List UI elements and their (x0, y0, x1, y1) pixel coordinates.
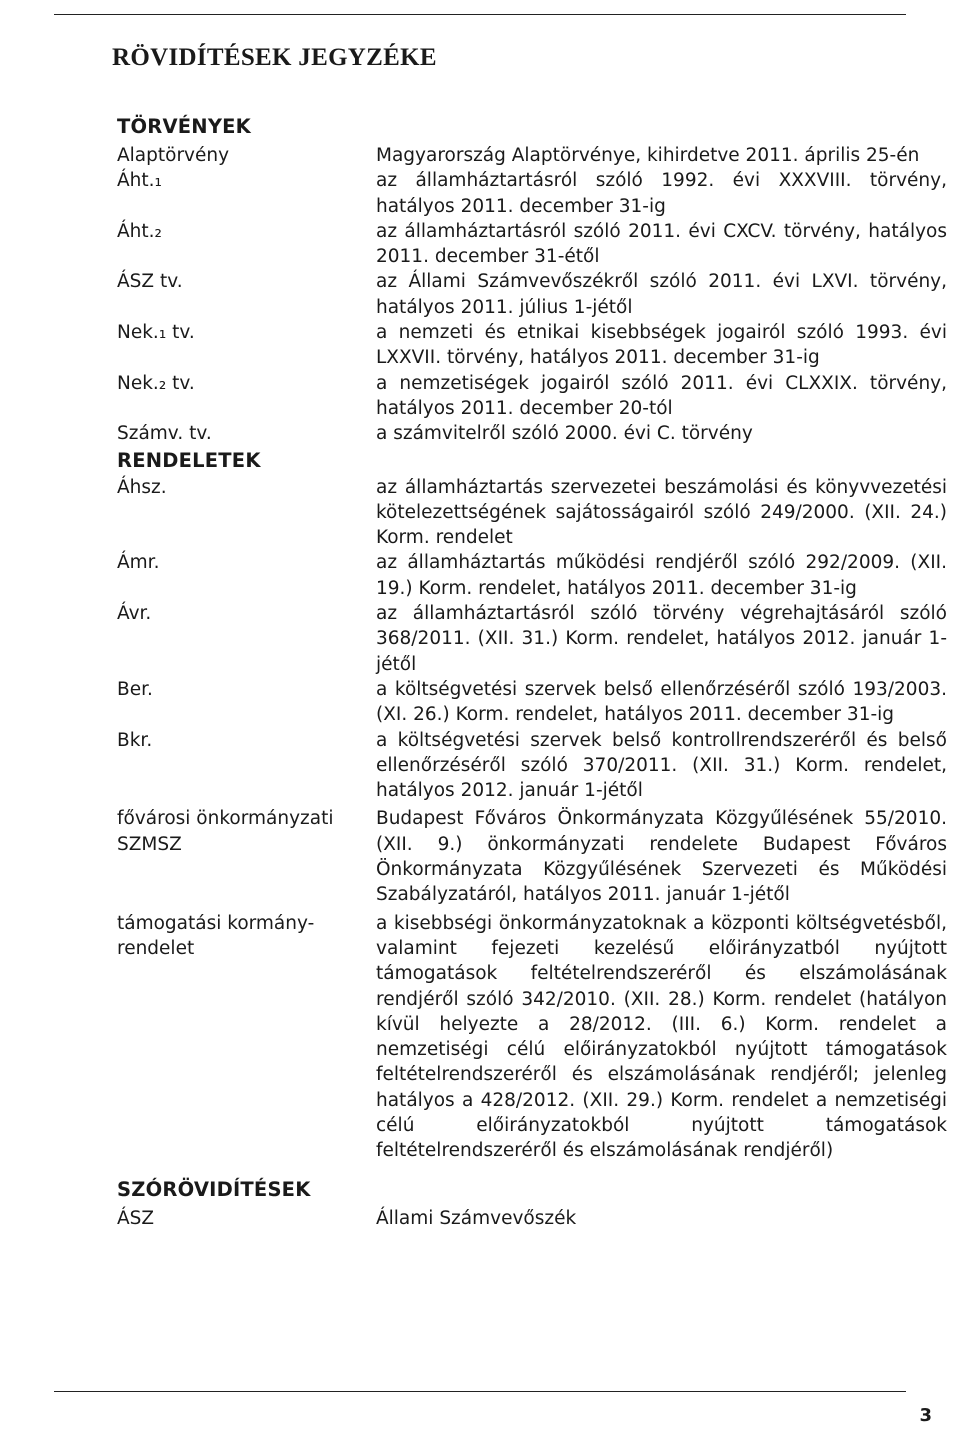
abbreviation-entry (117, 269, 947, 320)
torvenyek-entries (117, 143, 947, 447)
top-rule (54, 14, 906, 15)
abbreviation-entry (117, 421, 947, 446)
abbreviation-term: Áht.₂ (117, 220, 162, 242)
abbreviation-term: Bkr. (117, 729, 153, 751)
abbreviation-term: Ámr. (117, 552, 160, 574)
abbreviation-definition: a nemzeti és etnikai kisebbségek jogairól szóló 1993. évi LXXVII. törvény, hatályos 2011. december 31-ig (376, 322, 947, 369)
abbreviation-entry (117, 601, 947, 677)
abbreviation-definition: a kisebbségi önkormányzatoknak a központi költségvetésből, valamint fejezeti kezelésű előirányzatból nyújtott támogatások feltételrendszeréről és elszámolásának rendjéről szóló 342/2010. (XII. 28.) Korm. rendelet (hatályon kívül helyezte a 28/2012. (III. 6.) Korm. rendelet a nemzetiségi célú előirányzatokból nyújtott támogatások feltételrendszeréről és elszámolásának rendjéről; jelenleg hatályos a 428/2012. (XII. 29.) Korm. rendelet a nemzetiségi célú előirányzatokból nyújtott támogatások feltételrendszeréről és elszámolásának rendjéről) (376, 912, 947, 1162)
abbreviation-entry (117, 143, 947, 168)
abbreviation-term: fővárosi önkormányzati SZMSZ (117, 808, 334, 855)
abbreviation-definition: Budapest Főváros Önkormányzata Közgyűlésének 55/2010. (XII. 9.) önkormányzati rendelete Budapest Főváros Önkormányzata Közgyűlésének Szervezeti és Működési Szabályzatáról, hatályos 2011. január 1-jétől (376, 808, 947, 906)
abbreviation-term: Áhsz. (117, 476, 167, 498)
abbreviation-term: Nek.₁ tv. (117, 322, 195, 344)
abbreviation-entry (117, 219, 947, 270)
abbreviation-entry (117, 677, 947, 728)
abbreviation-entry (117, 550, 947, 601)
page-title: RÖVIDÍTÉSEK JEGYZÉKE (112, 44, 437, 71)
abbreviation-definition: a nemzetiségek jogairól szóló 2011. évi CLXXIX. törvény, hatályos 2011. december 20-tól (376, 372, 947, 419)
szorovid-entries (117, 1206, 947, 1231)
abbreviation-term: Alaptörvény (117, 145, 230, 166)
abbreviation-term: Számv. tv. (117, 423, 212, 445)
abbreviation-definition: az államháztartásról szóló törvény végrehajtásáról szóló 368/2011. (XII. 31.) Korm. rendelet, hatályos 2012. január 1-jétől (376, 603, 947, 675)
abbreviation-entry (117, 806, 947, 907)
abbreviation-entry (117, 1206, 947, 1231)
abbreviation-term: támogatási kormány-rendelet (117, 912, 315, 959)
abbreviation-entry (117, 168, 947, 219)
abbreviation-definition: az államháztartás működési rendjéről szóló 292/2009. (XII. 19.) Korm. rendelet, hatályos 2011. december 31-ig (376, 552, 947, 599)
abbreviation-definition: Állami Számvevőszék (376, 1207, 577, 1229)
rendeletek-entries (117, 475, 947, 1164)
abbreviation-definition: az államháztartás szervezetei beszámolási és könyvvezetési kötelezettségének sajátosságairól szóló 249/2000. (XII. 24.) Korm. rendelet (376, 476, 947, 549)
section-heading-rendeletek: RENDELETEK (117, 448, 261, 472)
abbreviation-term: Áht.₁ (117, 170, 162, 192)
abbreviation-entry (117, 320, 947, 371)
abbreviation-list (117, 111, 947, 1231)
section-heading-szorovid: SZÓRÖVIDÍTÉSEK (117, 1177, 311, 1201)
abbreviation-definition: az államháztartásról szóló 2011. évi CXCV. törvény, hatályos 2011. december 31-étől (376, 220, 947, 268)
abbreviation-entry (117, 475, 947, 551)
abbreviation-definition: Magyarország Alaptörvénye, kihirdetve 2011. április 25-én (376, 145, 920, 166)
section-heading-torvenyek: TÖRVÉNYEK (117, 115, 251, 138)
bottom-rule (54, 1391, 906, 1392)
abbreviation-term: ÁSZ (117, 1207, 155, 1229)
abbreviation-entry (117, 911, 947, 1164)
abbreviation-definition: a számvitelről szóló 2000. évi C. törvény (376, 423, 753, 445)
abbreviation-definition: az Állami Számvevőszékről szóló 2011. évi LXVI. törvény, hatályos 2011. július 1-jétől (376, 271, 947, 318)
abbreviation-term: Ávr. (117, 603, 152, 625)
abbreviation-definition: a költségvetési szervek belső kontrollrendszeréről és belső ellenőrzéséről szóló 370/2011. (XII. 31.) Korm. rendelet, hatályos 2012. január 1-jétől (376, 729, 947, 802)
abbreviation-entry (117, 371, 947, 422)
abbreviation-term: Ber. (117, 678, 153, 700)
abbreviation-term: Nek.₂ tv. (117, 372, 195, 394)
abbreviation-term: ÁSZ tv. (117, 271, 183, 293)
abbreviation-entry (117, 728, 947, 804)
abbreviation-definition: az államháztartásról szóló 1992. évi XXXVIII. törvény, hatályos 2011. december 31-ig (376, 170, 947, 217)
page-number: 3 (919, 1405, 932, 1426)
abbreviation-definition: a költségvetési szervek belső ellenőrzéséről szóló 193/2003. (XI. 26.) Korm. rendelet, hatályos 2011. december 31-ig (376, 678, 947, 726)
